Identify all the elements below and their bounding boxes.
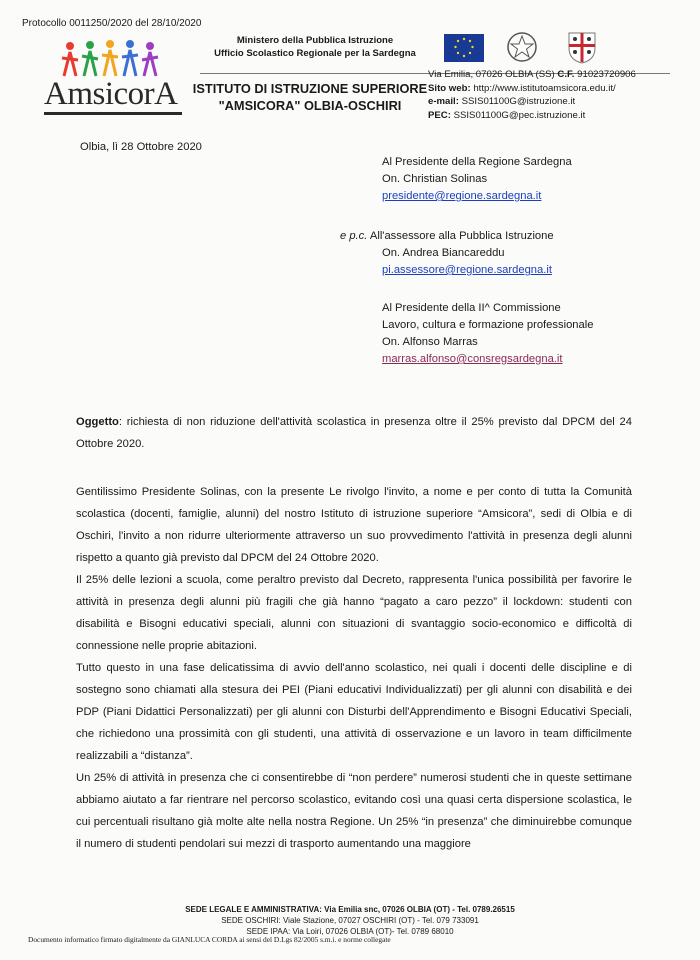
ministry-header — [210, 34, 420, 60]
pec-label: PEC: — [428, 109, 451, 121]
recipient-name: On. Christian Solinas — [382, 173, 488, 185]
logo-wordmark: AmsicorA — [44, 76, 178, 112]
recipient-email-link[interactable]: marras.alfonso@consregsardegna.it — [382, 353, 563, 365]
sardinia-coat-of-arms-icon — [566, 30, 598, 64]
email-line — [428, 95, 636, 109]
cf-value: 91023720906 — [577, 69, 636, 80]
cc-prefix: e p.c. — [340, 230, 368, 242]
italian-republic-emblem-icon — [505, 30, 539, 64]
pec-link[interactable]: SSIS01100G@pec.istruzione.it — [453, 109, 586, 121]
recipient-title: Al Presidente della Regione Sardegna — [382, 156, 572, 168]
recipient-email-link[interactable]: pi.assessore@regione.sardegna.it — [382, 264, 552, 276]
institute-line-1: ISTITUTO DI ISTRUZIONE SUPERIORE — [192, 81, 428, 96]
letter-date: Olbia, lì 28 Ottobre 2020 — [80, 141, 202, 153]
eu-flag-icon — [444, 34, 484, 62]
people-logo-icon — [58, 40, 196, 80]
recipient-president — [382, 154, 572, 205]
institute-line-2: "AMSICORA" OLBIA-OSCHIRI — [218, 98, 402, 113]
recipient-subtitle: Lavoro, cultura e formazione professionale — [382, 319, 594, 331]
paragraph: Tutto questo in una fase delicatissima di avvio dell'anno scolastico, nei quali i docenti delle discipline e di sostegno sono chiamati alla stesura dei PEI (Piani educativi Individualizzati) per gli alunni con disabilità e dei PDP (Piani Didattici Personalizzati) per gli alunni con Disturbi dell'Apprendimento e Bisogni Educativi Speciali, che richiedono una prossimità con gli studenti, una attività di osservazione e un lavoro in team difficilmente realizzabili a “distanza”. — [76, 662, 632, 762]
pec-line — [428, 109, 636, 123]
letter-body — [76, 481, 632, 855]
recipient-assessore — [340, 228, 554, 279]
subject — [76, 411, 632, 455]
paragraph: Gentilissimo Presidente Solinas, con la presente Le rivolgo l'invito, a nome e per conto di tutta la Comunità scolastica (docenti, famiglie, alunni) del nostro Istituto di istruzione superiore “Amsicora”, sedi di Olbia e di Oschiri, l'invito a non ridurre ulteriormente attraverso un suo provvedimento l'attività in presenza degli alunni rispetto a quanto già previsto dal DPCM del 24 Ottobre 2020. — [76, 486, 632, 564]
regional-office: Ufficio Scolastico Regionale per la Sardegna — [214, 48, 416, 59]
recipient-email-link[interactable]: presidente@regione.sardegna.it — [382, 190, 542, 202]
recipient-title: All'assessore alla Pubblica Istruzione — [369, 230, 554, 242]
footer-main-office: SEDE LEGALE E AMMINISTRATIVA: Via Emilia snc, 07026 OLBIA (OT) - Tel. 0789.26515 — [185, 905, 515, 914]
footer-oschiri: SEDE OSCHIRI: Viale Stazione, 07027 OSCHIRI (OT) - Tel. 079 733091 — [221, 916, 479, 925]
amsicora-logo — [44, 40, 182, 116]
site-link[interactable]: http://www.istitutoamsicora.edu.it/ — [473, 82, 616, 94]
email-link[interactable]: SSIS01100G@istruzione.it — [461, 96, 576, 107]
ministry-name: Ministero della Pubblica Istruzione — [236, 35, 394, 46]
cf-label: C.F. — [557, 69, 575, 80]
logo-underline — [44, 112, 182, 115]
recipient-name: On. Andrea Biancareddu — [382, 247, 505, 259]
website-line — [428, 82, 636, 96]
recipient-title: Al Presidente della II^ Commissione — [382, 302, 561, 314]
contact-block — [428, 68, 636, 122]
email-label: e-mail: — [428, 96, 459, 107]
footer-ipaa: SEDE IPAA: Via Loiri, 07026 OLBIA (OT)- Tel. 0789 68010 — [246, 927, 454, 936]
institute-name — [192, 80, 428, 114]
subject-text: : richiesta di non riduzione dell'attività scolastica in presenza oltre il 25% previsto dal DPCM del 24 Ottobre 2020. — [76, 416, 632, 450]
paragraph: Il 25% delle lezioni a scuola, come peraltro previsto dal Decreto, rappresenta l'unica possibilità per favorire le attività in presenza degli alunni più fragili che già hanno “pagato a caro pezzo” il lockdown: studenti con disabilità e Bisogni educativi speciali, alunni con situazioni di svantaggio socio-economico e difficoltà di connessione nelle proprie abitazioni. — [76, 574, 632, 652]
recipient-commission — [382, 300, 593, 368]
subject-label: Oggetto — [76, 416, 119, 428]
address-line — [428, 68, 636, 82]
address: Via Emilia, 07026 OLBIA (SS) — [428, 69, 555, 80]
recipient-name: On. Alfonso Marras — [382, 336, 478, 348]
paragraph: Un 25% di attività in presenza che ci consentirebbe di “non perdere” numerosi studenti che in queste settimane abbiamo aiutato a far rientrare nel percorso scolastico, evitando così una quasi certa dispersione scolastica, le cui percentuali risultano già molte alte nella nostra Regione. Un 25% “in presenza” che diminuirebbe comunque il numero di studenti pendolari sui mezzi di trasporto aumentando una maggiore — [76, 772, 632, 850]
protocol-number: Protocollo 0011250/2020 del 28/10/2020 — [22, 18, 202, 29]
site-label: Sito web: — [428, 82, 471, 94]
digital-signature-note: Documento informatico firmato digitalmente da GIANLUCA CORDA ai sensi del D.Lgs 82/2005 s.m.i. e norme collegate — [28, 935, 391, 944]
